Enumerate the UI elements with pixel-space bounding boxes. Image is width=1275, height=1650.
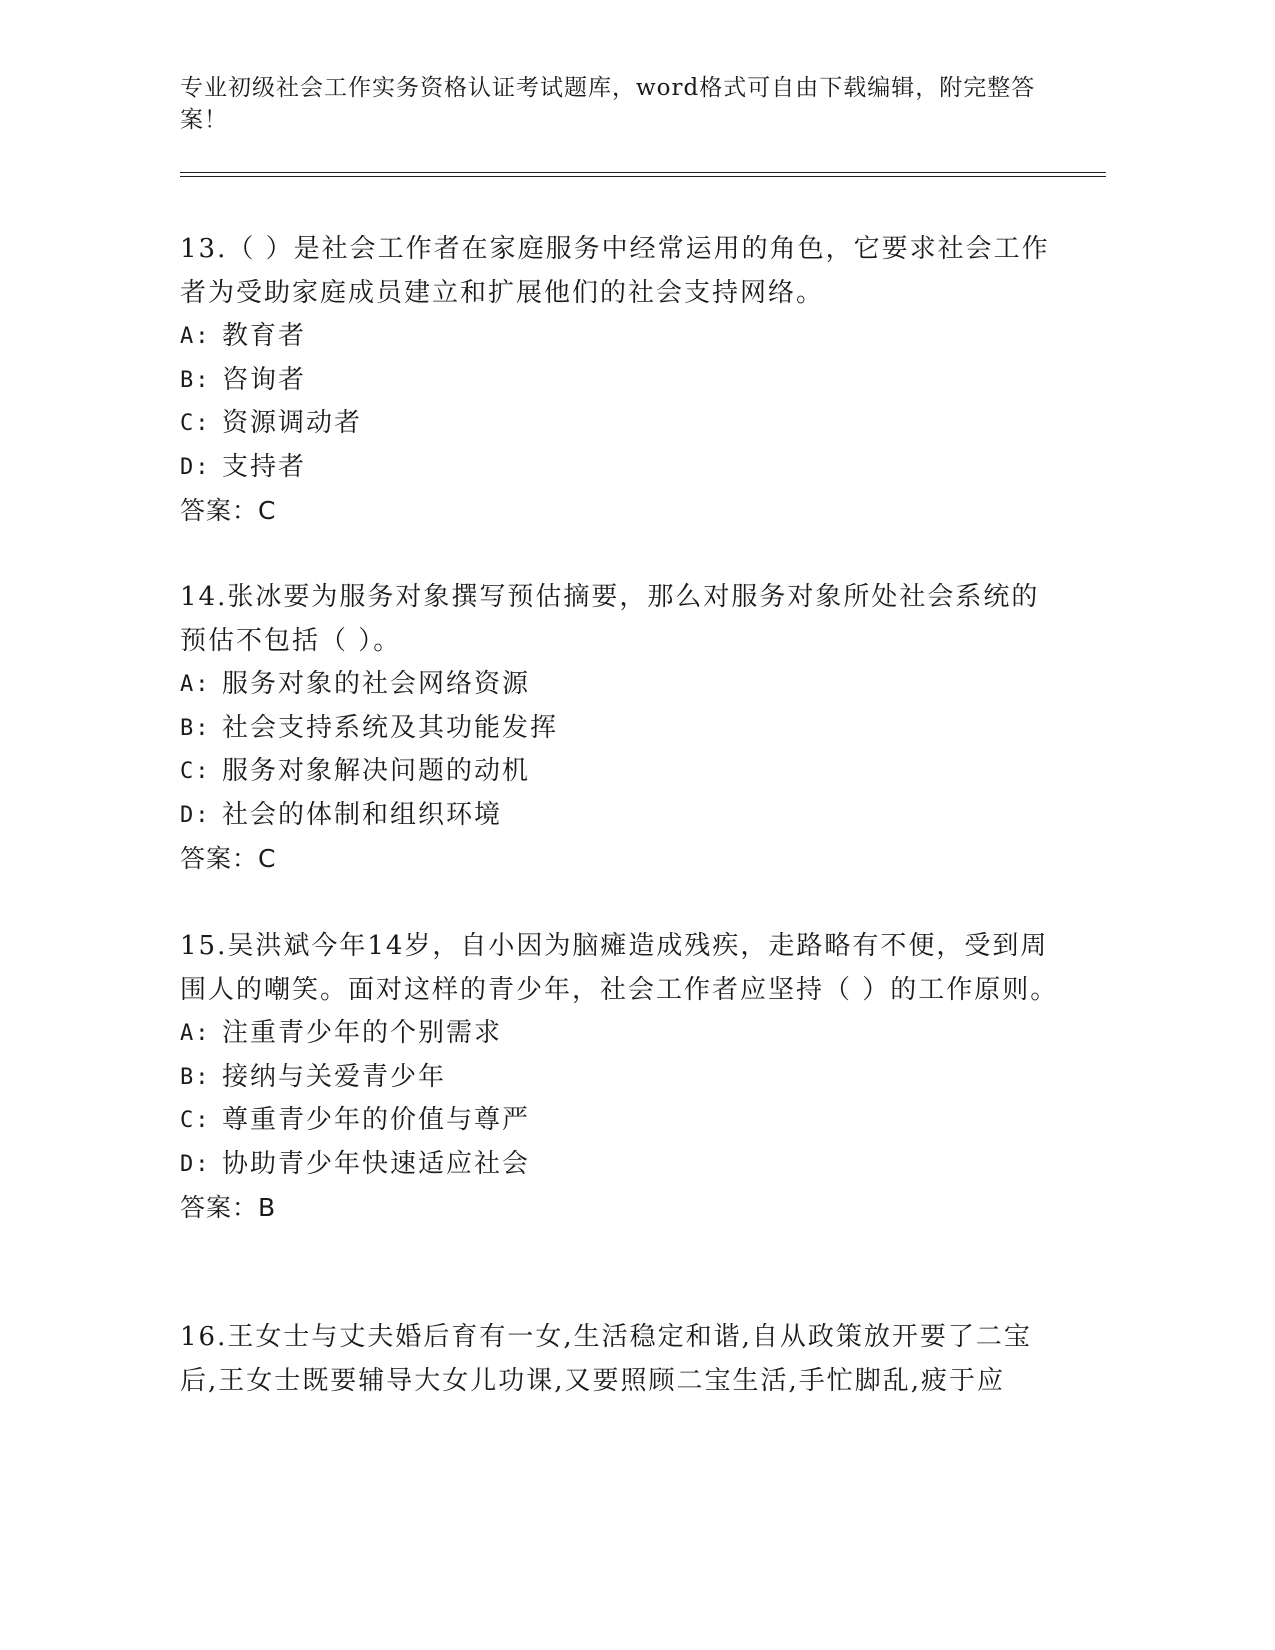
option-text: 接纳与关爱青少年 [222, 1061, 447, 1092]
option-a [180, 663, 1060, 707]
answer-line: 答案：B [180, 1193, 277, 1222]
header-divider [180, 172, 1106, 177]
option-text: 尊重青少年的价值与尊严 [222, 1105, 531, 1135]
option-text: 资源调动者 [222, 408, 363, 438]
question-13 [180, 222, 1060, 533]
option-a [180, 1012, 1060, 1056]
option-d [180, 1143, 1060, 1187]
answer-line: 答案：C [180, 496, 277, 525]
question-stem: 15.吴洪斌今年14岁，自小因为脑瘫造成残疾，走路略有不便，受到周围人的嘲笑。面对这样的青少年，社会工作者应坚持（ ）的工作原则。 [180, 931, 1059, 1005]
question-15 [180, 919, 1060, 1230]
option-c [180, 1099, 1060, 1143]
option-a [180, 315, 1060, 359]
answer-line: 答案：C [180, 844, 277, 873]
option-b [180, 1056, 1060, 1100]
option-letter: B: [180, 367, 211, 393]
option-letter: A: [180, 672, 211, 697]
option-letter: D: [180, 1151, 211, 1177]
option-b [180, 707, 1060, 751]
option-letter: C: [180, 1108, 211, 1133]
question-stem: 13.（ ）是社会工作者在家庭服务中经常运用的角色，它要求社会工作者为受助家庭成员建立和扩展他们的社会支持网络。 [180, 234, 1050, 308]
option-text: 支持者 [222, 451, 307, 482]
option-text: 教育者 [222, 321, 307, 351]
question-stem: 14.张冰要为服务对象撰写预估摘要，那么对服务对象所处社会系统的预估不包括（ ）。 [180, 582, 1040, 656]
option-letter: B: [180, 715, 211, 741]
option-c [180, 402, 1060, 446]
option-text: 协助青少年快速适应社会 [222, 1148, 531, 1179]
option-b [180, 359, 1060, 403]
option-letter: B: [180, 1064, 211, 1090]
option-text: 注重青少年的个别需求 [222, 1018, 503, 1048]
question-16 [180, 1310, 1060, 1403]
option-text: 社会的体制和组织环境 [222, 799, 503, 830]
question-14 [180, 570, 1060, 881]
option-text: 服务对象解决问题的动机 [222, 756, 531, 786]
option-letter: D: [180, 802, 211, 828]
option-text: 咨询者 [222, 364, 307, 395]
option-text: 社会支持系统及其功能发挥 [222, 712, 559, 743]
option-text: 服务对象的社会网络资源 [222, 669, 531, 699]
option-letter: A: [180, 1021, 211, 1046]
option-letter: C: [180, 411, 211, 436]
question-stem: 16.王女士与丈夫婚后育有一女,生活稳定和谐,自从政策放开要了二宝后,王女士既要辅导大女儿功课,又要照顾二宝生活,手忙脚乱,疲于应 [180, 1322, 1032, 1396]
page-header: 专业初级社会工作实务资格认证考试题库，word格式可自由下载编辑，附完整答案！ [180, 75, 1036, 133]
option-d [180, 446, 1060, 490]
option-letter: D: [180, 454, 211, 480]
option-d [180, 794, 1060, 838]
option-letter: C: [180, 759, 211, 784]
option-letter: A: [180, 324, 211, 349]
option-c [180, 750, 1060, 794]
